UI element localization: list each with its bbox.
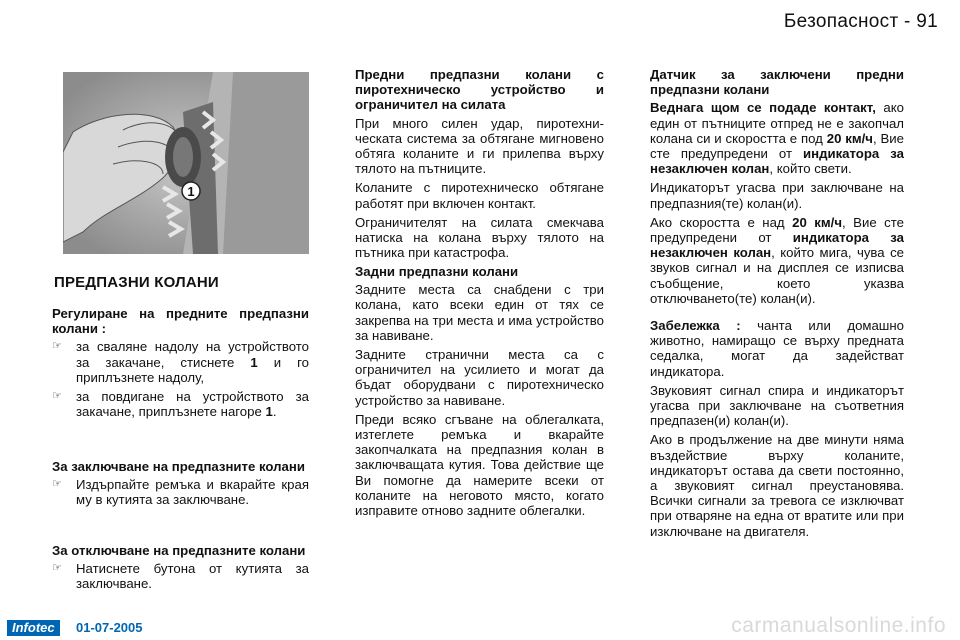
illustration-svg — [63, 72, 309, 254]
hand-pointer-icon: ☞ — [52, 478, 62, 491]
sensor-section — [650, 67, 904, 543]
list-item — [52, 561, 309, 591]
bullet-text: за сваляне надолу на устройството за закачане, стиснете 1 и го приплъзнете надолу, — [76, 339, 309, 385]
hand-pointer-icon: ☞ — [52, 390, 62, 403]
infotec-logo: Infotec — [7, 620, 60, 636]
list-item — [52, 389, 309, 419]
list-item — [52, 477, 309, 507]
bullet-text: за повдигане на устройството за закачане, приплъзнете нагоре 1. — [76, 389, 309, 420]
hand-pointer-icon: ☞ — [52, 340, 62, 353]
paragraph: Звуковият сигнал спира и индикаторът угасва при заключване на съответния предпазен(и) колан(и). — [650, 382, 904, 429]
section-heading: ПРЕДПАЗНИ КОЛАНИ — [54, 274, 219, 291]
paragraph: Ограничителят на силата смекчава натиска на колана върху тялото на пътника при катастрофа. — [355, 214, 604, 261]
lock-section — [52, 459, 309, 512]
paragraph: Ако в продължение на две минути няма въздействие върху коланите, индикаторът остава да свети постоянно, а звуковият сигнал преустановява. Всички сигнали за тревога се изключват при отваряне на една от вратите или при изключване на двигателя. — [650, 432, 904, 539]
adjust-title: Регулиране на предните предпазни колани : — [52, 306, 309, 337]
paragraph: Задните места са снабдени с три колана, като всеки един от тях се закрепва на три места и има устройство за навиване. — [355, 282, 604, 343]
unlock-title: За отключване на предпазните колани — [52, 543, 306, 558]
list-item — [52, 339, 309, 385]
bullet-text: Натиснете бутона от кутията за заключване. — [76, 561, 309, 592]
paragraph: Ако скоростта е над 20 км/ч, Вие сте предупредени от индикатора за незаключен колан, който мига, чува се звуков сигнал и на дисплея се изписва съобщение, което указва отключването(те) колан(и). — [650, 214, 905, 306]
paragraph: Индикаторът угасва при заключване на предпазния(те) колан(и). — [650, 180, 904, 211]
page-header: Безопасност - 91 — [783, 11, 938, 32]
paragraph: При много силен удар, пиротехническата система за обтягане мигновено обтяга коланите и ги прилепва върху тялото на пътниците. — [355, 115, 604, 177]
pyro-title: Предни предпазни колани с пиротехническо устройство и ограничител на силата — [355, 67, 604, 113]
bullet-text: Издърпайте ремъка и вкарайте края му в кутията за заключване. — [76, 477, 309, 508]
unlock-section — [52, 543, 309, 596]
paragraph: Коланите с пиротехническо обтягане работят при включен контакт. — [355, 180, 604, 211]
sensor-title: Датчик за заключени предни предпазни колани — [650, 67, 904, 98]
rear-section — [355, 264, 604, 522]
hand-pointer-icon: ☞ — [52, 562, 62, 575]
footer-date: 01-07-2005 — [76, 620, 143, 635]
lock-title: За заключване на предпазните колани — [52, 459, 305, 474]
note-paragraph: Забележка : чанта или домашно животно, намиращо се върху предната седалка, могат да задействат индикатора. — [650, 318, 905, 379]
callout-label: 1 — [187, 184, 195, 199]
paragraph: Задните странични места са с ограничител на усилието и могат да бъдат оборудвани с пиротехническо устройство за навиване. — [355, 347, 604, 408]
rear-title: Задни предпазни колани — [355, 264, 519, 279]
paragraph: Преди всяко сгъване на облегалката, изтеглете ремъка и вкарайте закопчалката на предпазния колан в заключващата кутия. Това действие ще Ви помогне да намерите всеки от коланите на неговото място, когато изправите отново задните облегалки. — [355, 411, 604, 519]
seatbelt-height-adjuster-illustration — [63, 72, 309, 254]
paragraph: Веднага щом се подаде контакт, ако един от пътниците отпред не е закопчал колана си и скоростта е под 20 км/ч, Вие сте предупредени от индикатора за незаключен колан, който свети. — [650, 100, 904, 177]
pyro-section — [355, 67, 604, 264]
watermark: carmanualsonline.info — [731, 614, 946, 637]
adjust-section — [52, 306, 309, 423]
